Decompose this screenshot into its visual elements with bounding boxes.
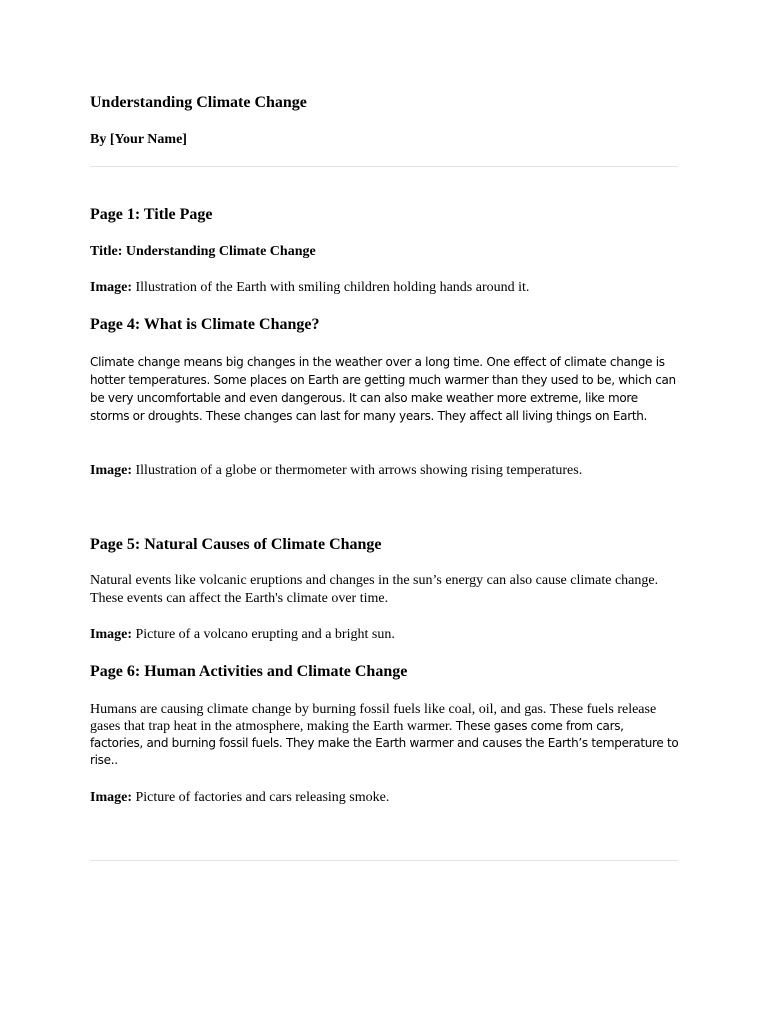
page5-heading: Page 5: Natural Causes of Climate Change <box>90 536 382 553</box>
image-description: Illustration of a globe or thermometer with arrows showing rising temperatures. <box>135 463 583 478</box>
image-label: Image: <box>90 463 132 478</box>
image-description: Picture of factories and cars releasing smoke. <box>135 790 390 805</box>
image-label: Image: <box>90 280 132 295</box>
image-label: Image: <box>90 790 132 805</box>
page1-image-note <box>90 279 680 297</box>
document-byline: By [Your Name] <box>90 132 187 147</box>
bottom-divider <box>90 860 678 861</box>
page6-body-serif: Humans are causing climate change by burning fossil fuels like coal, oil, and gas. These fuels release gases that trap heat in the atmosphere, making the Earth warmer. <box>90 702 657 734</box>
page5-image-note <box>90 626 680 644</box>
page6-image-note <box>90 789 680 807</box>
top-divider <box>90 166 678 167</box>
image-description: Illustration of the Earth with smiling children holding hands around it. <box>135 280 530 295</box>
page1-title-line: Title: Understanding Climate Change <box>90 244 316 259</box>
image-description: Picture of a volcano erupting and a bright sun. <box>135 627 395 642</box>
document-title: Understanding Climate Change <box>90 94 307 111</box>
page4-body: Climate change means big changes in the weather over a long time. One effect of climate change is hotter temperatures. Some places on Earth are getting much warmer than they used to be, which can be very uncomfortable and even dangerous. It can also make weather more extreme, like more storms or droughts. These changes can last for many years. They affect all living things on Earth. <box>90 355 676 423</box>
image-label: Image: <box>90 627 132 642</box>
page6-body-sans: These gases come from cars, factories, and burning fossil fuels. They make the Earth warmer and causes the Earth’s temperature to rise.. <box>90 719 679 767</box>
page6-heading: Page 6: Human Activities and Climate Change <box>90 663 408 680</box>
page4-image-note <box>90 462 680 480</box>
page1-heading: Page 1: Title Page <box>90 206 213 223</box>
page5-body: Natural events like volcanic eruptions and changes in the sun’s energy can also cause climate change. These events can affect the Earth's climate over time. <box>90 573 659 606</box>
page4-heading: Page 4: What is Climate Change? <box>90 316 320 333</box>
page6-body <box>90 701 680 769</box>
